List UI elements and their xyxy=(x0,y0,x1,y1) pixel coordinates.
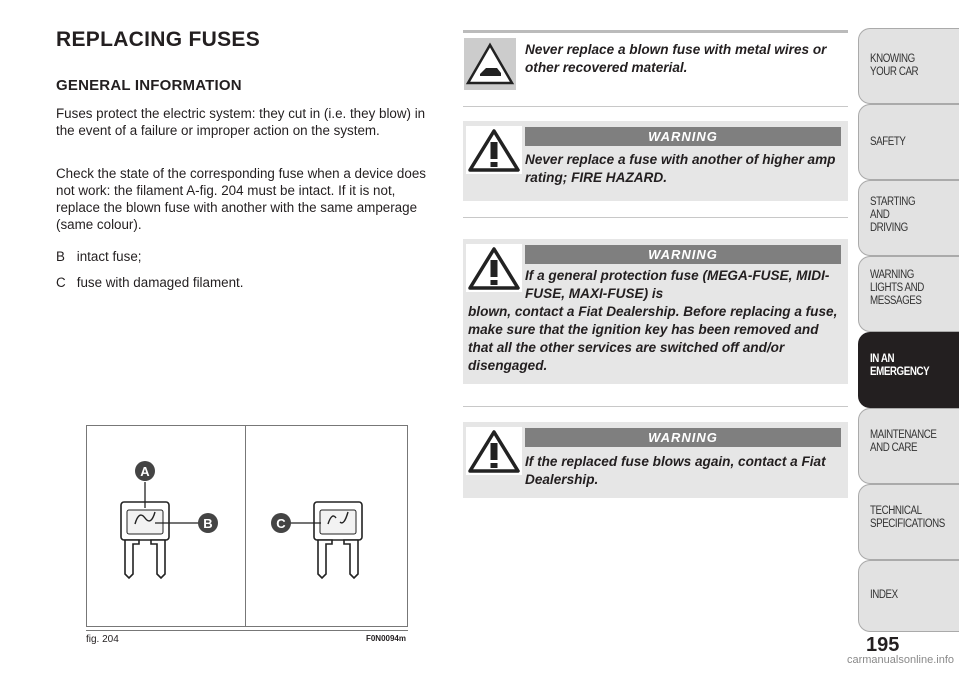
tab-technical-specifications[interactable] xyxy=(858,484,959,560)
figure-label: fig. 204 xyxy=(86,634,119,645)
figure-code: F0N0094m xyxy=(365,634,406,643)
tab-knowing-your-car[interactable] xyxy=(858,28,959,104)
list-key: C xyxy=(56,275,66,290)
warning-text-rest: blown, contact a Fiat Dealership. Before replacing a fuse, make sure that the ignition key has been removed and that all the other services are switched off and/or disengaged. xyxy=(468,304,838,373)
warning-text: Never replace a fuse with another of higher amp rating; FIRE HAZARD. xyxy=(525,152,836,185)
tab-label: STARTING AND DRIVING xyxy=(870,196,916,234)
list-item-b xyxy=(56,248,142,265)
warning-box-1 xyxy=(463,121,848,201)
tab-starting-and-driving[interactable] xyxy=(858,180,959,256)
warning-text-start: If a general protection fuse (MEGA-FUSE, MIDI-FUSE, MAXI-FUSE) is xyxy=(525,268,830,301)
separator xyxy=(463,406,848,407)
paragraph-check: Check the state of the corresponding fuse when a device does not work: the filament A-fig. 204 must be intact. If it is not, replace the blown fuse with another with the same amperage (same colour). xyxy=(56,166,426,232)
warning-box-3 xyxy=(463,422,848,498)
tab-label: SAFETY xyxy=(870,136,906,148)
warning-label: WARNING xyxy=(525,245,841,264)
tab-in-an-emergency[interactable] xyxy=(858,332,959,408)
paragraph-intro: Fuses protect the electric system: they cut in (i.e. they blow) in the event of a failure or improper action on the system. xyxy=(56,106,426,138)
list-key: B xyxy=(56,249,65,264)
tab-label: WARNING LIGHTS AND MESSAGES xyxy=(870,269,924,307)
damaged-fuse xyxy=(314,502,362,578)
tab-safety[interactable] xyxy=(858,104,959,180)
separator xyxy=(463,217,848,218)
fuse-figure xyxy=(86,425,408,627)
figure-divider xyxy=(245,426,246,626)
intact-fuse xyxy=(121,502,169,578)
list-item-c xyxy=(56,274,243,291)
warning-label: WARNING xyxy=(525,127,841,146)
tab-index[interactable] xyxy=(858,560,959,632)
warning-icon xyxy=(466,126,522,174)
callout-c: C xyxy=(276,516,286,531)
tab-label: TECHNICAL SPECIFICATIONS xyxy=(870,505,945,530)
section-heading: GENERAL INFORMATION xyxy=(56,77,242,94)
callout-b: B xyxy=(203,516,213,531)
tab-label: INDEX xyxy=(870,589,898,601)
figure-caption xyxy=(86,630,408,645)
warning-text: If the replaced fuse blows again, contact a Fiat Dealership. xyxy=(525,454,826,487)
tab-maintenance-and-care[interactable] xyxy=(858,408,959,484)
page-number: 195 xyxy=(866,634,900,656)
page-title: REPLACING FUSES xyxy=(56,28,261,51)
warning-icon xyxy=(466,427,522,475)
warning-label: WARNING xyxy=(525,428,841,447)
tab-label: KNOWING YOUR CAR xyxy=(870,53,919,78)
separator xyxy=(463,106,848,107)
watermark: carmanualsonline.info xyxy=(846,654,954,666)
warning-icon xyxy=(466,244,522,292)
tab-label: MAINTENANCE AND CARE xyxy=(870,429,937,454)
tab-label: IN AN EMERGENCY xyxy=(870,353,930,378)
environment-note xyxy=(463,30,848,91)
environment-icon xyxy=(464,38,516,90)
note-text: Never replace a blown fuse with metal wires or other recovered material. xyxy=(525,42,827,75)
warning-box-2 xyxy=(463,239,848,384)
tab-warning-lights[interactable] xyxy=(858,256,959,332)
callout-a: A xyxy=(140,464,150,479)
list-text: fuse with damaged filament. xyxy=(76,275,244,290)
fuse-illustration xyxy=(87,426,407,626)
list-text: intact fuse; xyxy=(76,249,142,264)
